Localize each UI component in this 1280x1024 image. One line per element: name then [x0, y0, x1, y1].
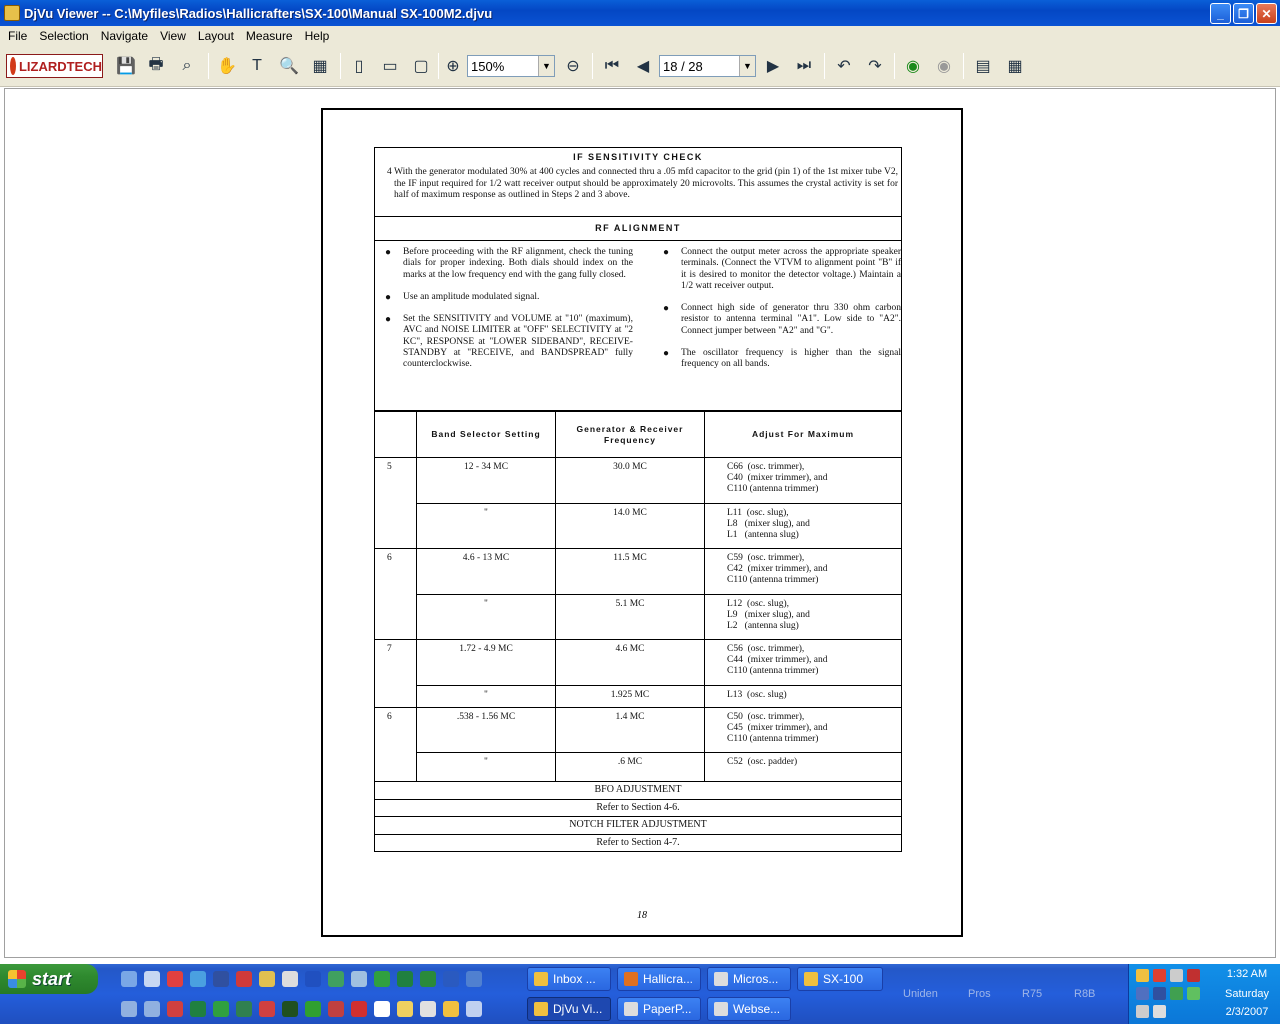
quicklaunch-icon[interactable]	[420, 971, 436, 987]
toolbar-uniden[interactable]: Uniden	[903, 988, 938, 1000]
frequency-cell: .6 MC	[556, 753, 705, 782]
toolbar-r75[interactable]: R75	[1022, 988, 1043, 1000]
start-button[interactable]	[0, 964, 98, 994]
quicklaunch-icon[interactable]	[167, 1001, 183, 1017]
frequency-cell: 1.925 MC	[556, 686, 705, 708]
adjust-cell	[705, 458, 902, 504]
frequency-cell: 1.4 MC	[556, 708, 705, 753]
rf-note: Before proceeding with the RF alignment, check the tuning dials for proper indexing. Both dials should index on the marks at the low frequency end with the gang fully closed.	[403, 247, 633, 280]
task-microsoft[interactable]	[707, 967, 791, 991]
table-row	[375, 504, 902, 549]
adjust-line: C110 (antenna trimmer)	[727, 484, 819, 495]
actual-size-icon[interactable]: ▢	[413, 58, 429, 75]
close-button[interactable]: ✕	[1256, 3, 1277, 24]
text-select-icon[interactable]: T	[252, 57, 262, 74]
zoom-value: 150%	[471, 58, 505, 74]
tray-icon[interactable]	[1136, 987, 1149, 1000]
document-page	[321, 108, 963, 937]
table-header-step	[375, 412, 417, 458]
adjust-line: L9 (mixer slug), and	[727, 610, 810, 621]
taskbar	[0, 964, 1280, 1024]
quicklaunch-icon[interactable]	[328, 971, 344, 987]
next-page-icon[interactable]: ▶	[766, 58, 780, 75]
quicklaunch-icon[interactable]	[282, 1001, 298, 1017]
quicklaunch-icon[interactable]	[374, 971, 390, 987]
menu-selection[interactable]: Selection	[39, 28, 89, 43]
app-icon	[714, 1002, 728, 1016]
step-cell	[375, 595, 417, 640]
quicklaunch-icon[interactable]	[282, 971, 298, 987]
maximize-button[interactable]: ❐	[1233, 3, 1254, 24]
adjust-cell	[705, 640, 902, 686]
band-cell: "	[417, 504, 556, 549]
rotate-right-icon[interactable]: ↷	[868, 58, 882, 75]
djvu-icon	[534, 1002, 548, 1016]
quicklaunch-icon[interactable]	[167, 971, 183, 987]
task-label: SX-100	[823, 972, 864, 986]
quicklaunch-icon[interactable]	[213, 1001, 229, 1017]
zoom-tool-icon[interactable]: 🔍	[279, 58, 299, 75]
rf-alignment-heading: RF ALIGNMENT	[374, 217, 902, 241]
folder-icon	[804, 972, 818, 986]
quicklaunch-icon[interactable]	[420, 1001, 436, 1017]
previous-page-icon[interactable]: ◀	[636, 58, 650, 75]
task-label: DjVu Vi...	[553, 1002, 603, 1016]
single-page-view-icon[interactable]: ▤	[975, 58, 991, 75]
task-label: Micros...	[733, 972, 779, 986]
chevron-down-icon[interactable]: ▼	[538, 56, 554, 76]
fit-page-icon[interactable]: ▯	[354, 58, 364, 75]
rf-note: Set the SENSITIVITY and VOLUME at "10" (maximum), AVC and NOISE LIMITER at "OFF" SELECTIVITY at "2 KC", RESPONSE at "LOWER SIDEBAND", RECEIVE-STANDBY at "RECEIVE, and BANDSPREAD" fully counterclockwise.	[403, 314, 633, 370]
bfo-adjustment-heading: BFO ADJUSTMENT	[374, 782, 902, 800]
rf-alignment-notes: ● Before proceeding with the RF alignment, check the tuning dials for proper indexing. Both dials should index on the marks at the low frequency end with the gang fully closed. ● Use an amplitude modulated signal. ● Set the SENSITIVITY and VOLUME at "10" (maximum), AVC and NOISE LIMITER at "OFF" SELECTIVITY at "2 KC", RESPONSE at "LOWER SIDEBAND", RECEIVE-STANDBY at "RECEIVE, and BANDSPREAD" fully counterclockwise. ● Connect the output meter across the appropriate speaker terminals. (Connect the VTVM to alignment point "B" if it is desired to monitor the detector voltage.) Maintain a 1/2 watt receiver output. ● Connect high side of generator thru 330 ohm carbon resistor to antenna terminal "A1". Low side to "A2". Connect jumper between "A2" and "G". ● The oscillator frequency is higher than the signal frequency on all bands.	[374, 241, 902, 411]
table-row	[375, 686, 902, 708]
system-tray	[1128, 964, 1280, 1024]
tray-icon[interactable]	[1153, 987, 1166, 1000]
task-paperport[interactable]	[617, 997, 701, 1021]
table-row	[375, 458, 902, 504]
adjust-cell	[705, 549, 902, 595]
adjust-line: L12 (osc. slug),	[727, 599, 790, 609]
task-label: PaperP...	[643, 1002, 692, 1016]
if-sensitivity-text: With the generator modulated 30% at 400 cycles and connected thru a .05 mfd capacitor to the grid (pin 1) of the 1st mixer tube V2, the IF input required for 1/2 watt receiver output should be approximately 20 microvolts. This assumes the crystal activity is set for half of maximum response as outlined in Steps 2 and 3 above.	[394, 167, 898, 200]
task-webse[interactable]	[707, 997, 791, 1021]
quicklaunch-icon[interactable]	[236, 971, 252, 987]
paperport-icon	[624, 1002, 638, 1016]
task-label: Inbox ...	[553, 972, 596, 986]
adjust-line: L8 (mixer slug), and	[727, 519, 810, 530]
bfo-reference: Refer to Section 4-6.	[374, 800, 902, 818]
step-number: 4	[387, 167, 392, 177]
adjust-cell	[705, 708, 902, 753]
first-page-icon[interactable]: ⏮	[604, 57, 620, 74]
alignment-table	[374, 411, 902, 782]
step-cell: 7	[375, 640, 417, 686]
clock-date: 2/3/2007	[1225, 1006, 1269, 1018]
quicklaunch-icon[interactable]	[121, 971, 137, 987]
adjust-line: C56 (osc. trimmer),	[727, 644, 805, 654]
print-icon[interactable]: 🖶	[148, 55, 164, 73]
adjust-line: C50 (osc. trimmer),	[727, 712, 805, 722]
adjust-line: L13 (osc. slug)	[727, 690, 787, 700]
last-page-icon[interactable]: ⏭	[796, 57, 812, 74]
step-cell: 5	[375, 458, 417, 504]
if-sensitivity-section	[374, 147, 902, 217]
ebay-icon[interactable]	[1153, 969, 1166, 982]
step-cell	[375, 504, 417, 549]
region-select-icon[interactable]: ▦	[312, 58, 328, 75]
clock-time[interactable]: 1:32 AM	[1226, 968, 1268, 980]
forward-icon[interactable]: ◉	[937, 58, 951, 75]
start-label: start	[32, 968, 72, 989]
task-label: Hallicra...	[643, 972, 694, 986]
band-cell: 1.72 - 4.9 MC	[417, 640, 556, 686]
quicklaunch-icon[interactable]	[190, 1001, 206, 1017]
step-cell	[375, 753, 417, 782]
lizardtech-logo[interactable]	[6, 54, 103, 78]
title-bar	[0, 0, 1280, 26]
menu-navigate[interactable]: Navigate	[100, 28, 149, 43]
adjust-line: C52 (osc. padder)	[727, 757, 798, 767]
toolbar	[0, 45, 1280, 87]
hand-tool-icon[interactable]: ✋	[217, 58, 237, 75]
table-row	[375, 595, 902, 640]
step-cell: 6	[375, 549, 417, 595]
find-icon[interactable]: ⌕	[182, 57, 192, 74]
adjust-line: C110 (antenna trimmer)	[727, 734, 819, 745]
adjust-cell	[705, 686, 902, 708]
table-row	[375, 753, 902, 782]
minimize-button[interactable]: _	[1210, 3, 1231, 24]
adjust-line: L2 (antenna slug)	[727, 621, 799, 632]
quicklaunch-icon[interactable]	[305, 971, 321, 987]
toolbar-r8b[interactable]: R8B	[1074, 988, 1096, 1000]
menu-layout[interactable]: Layout	[197, 28, 234, 43]
rf-note: Connect high side of generator thru 330 ohm carbon resistor to antenna terminal "A1". Low side to "A2". Connect jumper between "A2" and "G".	[680, 303, 901, 336]
table-row	[375, 549, 902, 595]
notch-filter-heading: NOTCH FILTER ADJUSTMENT	[374, 817, 902, 835]
chevron-down-icon[interactable]: ▼	[739, 56, 755, 76]
quicklaunch-icon[interactable]	[466, 1001, 482, 1017]
band-cell: 4.6 - 13 MC	[417, 549, 556, 595]
adjust-line: C42 (mixer trimmer), and	[727, 564, 828, 575]
menu-view[interactable]: View	[160, 28, 186, 43]
adjust-line: L11 (osc. slug),	[727, 508, 789, 518]
quicklaunch-icon[interactable]	[236, 1001, 252, 1017]
adjust-line: C40 (mixer trimmer), and	[727, 473, 828, 484]
frequency-cell: 14.0 MC	[556, 504, 705, 549]
frequency-cell: 5.1 MC	[556, 595, 705, 640]
adjust-cell	[705, 595, 902, 640]
task-hallicrafters[interactable]	[617, 967, 701, 991]
quicklaunch-icon[interactable]	[351, 971, 367, 987]
adjust-cell	[705, 753, 902, 782]
quicklaunch-icon[interactable]	[121, 1001, 137, 1017]
quicklaunch-icon[interactable]	[351, 1001, 367, 1017]
menu-bar	[0, 26, 1280, 45]
quicklaunch-icon[interactable]	[443, 1001, 459, 1017]
save-icon[interactable]: 💾	[116, 58, 136, 75]
quicklaunch-icon[interactable]	[328, 1001, 344, 1017]
quicklaunch-icon[interactable]	[144, 1001, 160, 1017]
table-header-band: Band Selector Setting	[417, 412, 556, 458]
notch-filter-reference: Refer to Section 4-7.	[374, 835, 902, 853]
quicklaunch-icon[interactable]	[374, 1001, 390, 1017]
tray-icon[interactable]	[1170, 969, 1183, 982]
tray-icon[interactable]	[1170, 987, 1183, 1000]
tray-icon[interactable]	[1187, 987, 1200, 1000]
page-value: 18 / 28	[663, 58, 703, 74]
frequency-cell: 30.0 MC	[556, 458, 705, 504]
clock-day: Saturday	[1224, 988, 1270, 1000]
manual-content	[374, 147, 902, 852]
quicklaunch-icon[interactable]	[443, 971, 459, 987]
adjust-line: C45 (mixer trimmer), and	[727, 723, 828, 734]
menu-measure[interactable]: Measure	[245, 28, 293, 43]
windows-logo-icon	[8, 970, 26, 988]
quicklaunch-icon[interactable]	[305, 1001, 321, 1017]
tray-icon[interactable]	[1136, 969, 1149, 982]
quicklaunch-icon[interactable]	[190, 971, 206, 987]
frequency-cell: 11.5 MC	[556, 549, 705, 595]
back-icon[interactable]: ◉	[906, 58, 920, 75]
quicklaunch-icon[interactable]	[144, 971, 160, 987]
adjust-line: C110 (antenna trimmer)	[727, 666, 819, 677]
adjust-line: C44 (mixer trimmer), and	[727, 655, 828, 666]
adjust-line: C110 (antenna trimmer)	[727, 575, 819, 586]
outlook-icon	[534, 972, 548, 986]
rf-note: Use an amplitude modulated signal.	[403, 291, 540, 302]
rotate-left-icon[interactable]: ↶	[837, 58, 851, 75]
task-sx100-folder[interactable]	[797, 967, 883, 991]
step-cell	[375, 686, 417, 708]
firefox-icon	[624, 972, 638, 986]
table-header-frequency: Generator & Receiver Frequency	[556, 412, 705, 458]
window-title: DjVu Viewer -- C:\Myfiles\Radios\Hallicrafters\SX-100\Manual SX-100M2.djvu	[24, 5, 493, 21]
step-cell: 6	[375, 708, 417, 753]
rf-note: Connect the output meter across the appropriate speaker terminals. (Connect the VTVM to alignment point "B" if it is desired to monitor the detector voltage.) Maintain a 1/2 watt receiver output.	[680, 247, 901, 291]
menu-file[interactable]: File	[8, 28, 28, 43]
if-sensitivity-heading: IF SENSITIVITY CHECK	[573, 152, 703, 162]
djvu-app-icon[interactable]	[4, 5, 20, 21]
thumbnails-icon[interactable]: ▦	[1007, 58, 1023, 75]
table-header-adjust: Adjust For Maximum	[705, 412, 902, 458]
band-cell: "	[417, 686, 556, 708]
app-icon	[714, 972, 728, 986]
logo-text: LIZARDTECH	[18, 58, 102, 74]
zoom-select[interactable]	[467, 55, 555, 77]
task-label: Webse...	[733, 1002, 781, 1016]
table-row	[375, 708, 902, 753]
task-inbox[interactable]	[527, 967, 611, 991]
lizard-icon	[10, 57, 16, 75]
quicklaunch-icon[interactable]	[213, 971, 229, 987]
tray-icon[interactable]	[1187, 969, 1200, 982]
tray-icon[interactable]	[1136, 1005, 1149, 1018]
band-cell: "	[417, 595, 556, 640]
table-row	[375, 640, 902, 686]
fit-width-icon[interactable]: ▭	[382, 58, 398, 75]
page-select[interactable]	[659, 55, 756, 77]
quicklaunch-icon[interactable]	[397, 1001, 413, 1017]
volume-icon[interactable]	[1153, 1005, 1166, 1018]
page-number: 18	[637, 910, 647, 921]
zoom-out-icon[interactable]: ⊖	[566, 58, 580, 75]
band-cell: 12 - 34 MC	[417, 458, 556, 504]
frequency-cell: 4.6 MC	[556, 640, 705, 686]
quicklaunch-icon[interactable]	[466, 971, 482, 987]
rf-note: The oscillator frequency is higher than the signal frequency on all bands.	[680, 348, 901, 370]
quicklaunch-icon[interactable]	[259, 1001, 275, 1017]
toolbar-pros[interactable]: Pros	[968, 988, 991, 1000]
adjust-line: C59 (osc. trimmer),	[727, 553, 805, 563]
quicklaunch-icon[interactable]	[397, 971, 413, 987]
adjust-line: C66 (osc. trimmer),	[727, 462, 805, 472]
zoom-in-icon[interactable]: ⊕	[446, 58, 460, 75]
task-djvu-viewer[interactable]	[527, 997, 611, 1021]
band-cell: .538 - 1.56 MC	[417, 708, 556, 753]
menu-help[interactable]: Help	[304, 28, 330, 43]
quicklaunch-icon[interactable]	[259, 971, 275, 987]
adjust-line: L1 (antenna slug)	[727, 530, 799, 541]
adjust-cell	[705, 504, 902, 549]
band-cell: "	[417, 753, 556, 782]
